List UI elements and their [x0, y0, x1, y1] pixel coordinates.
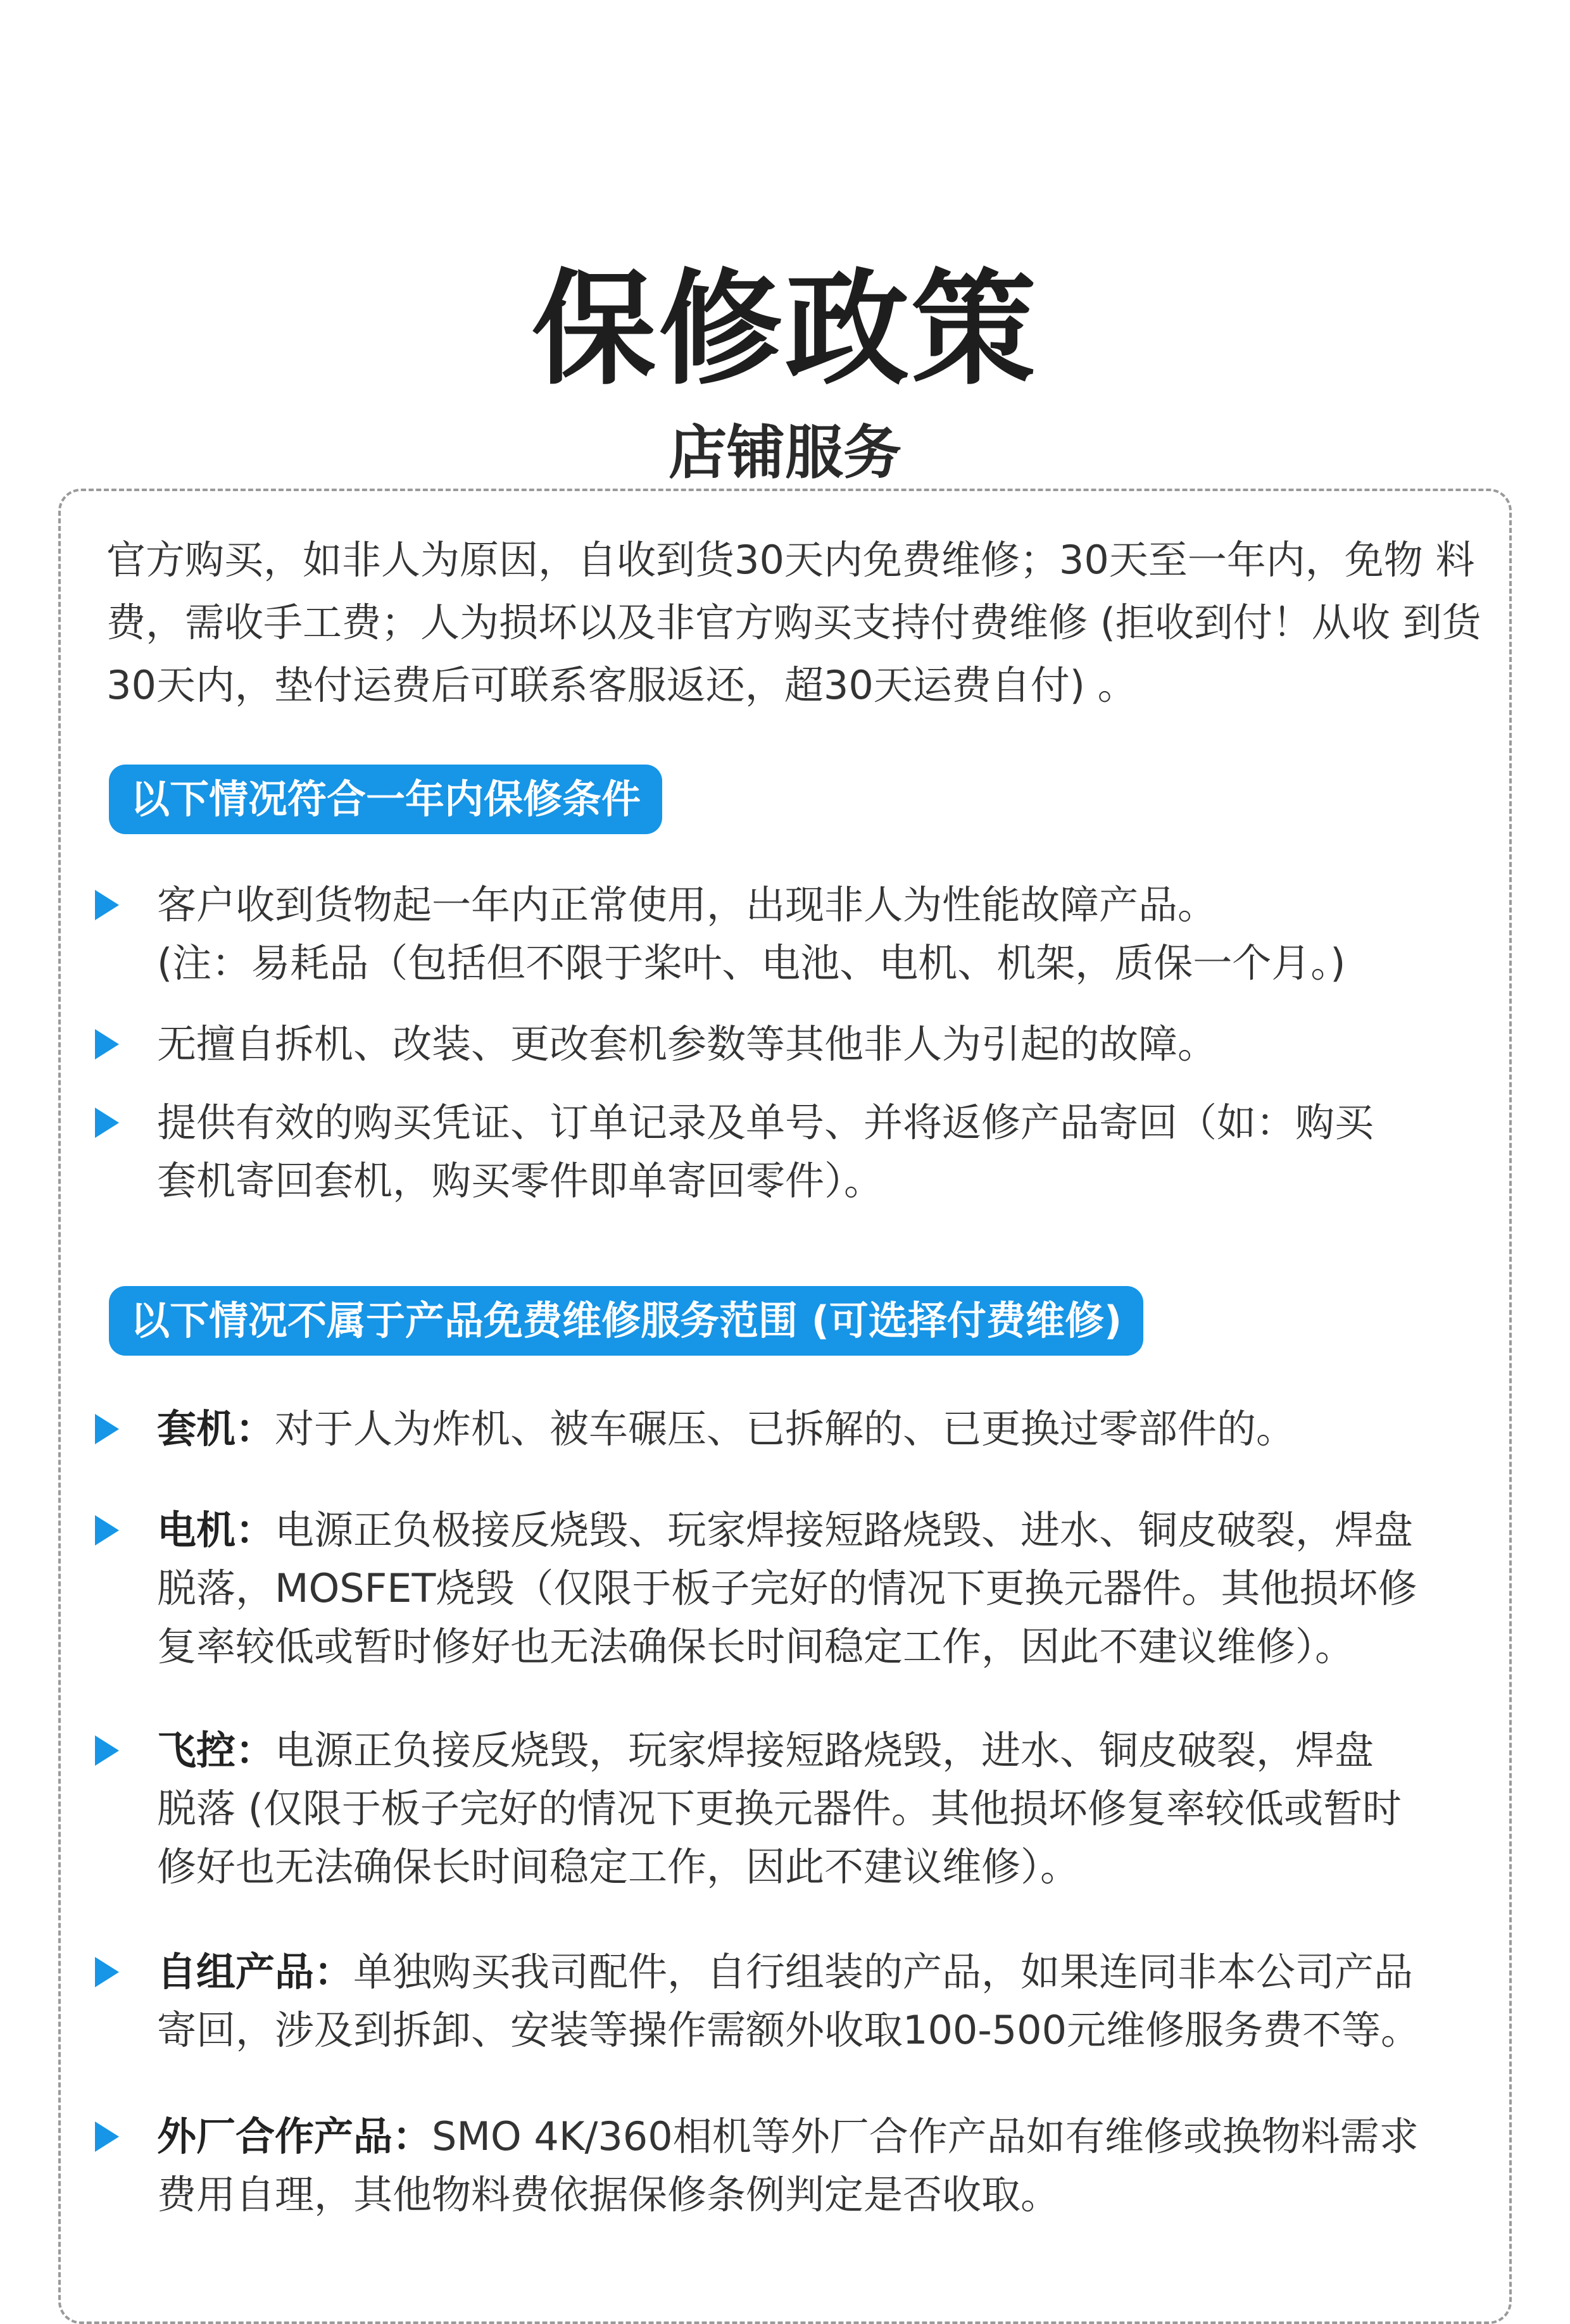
- list-item-line: [157, 1943, 1486, 2001]
- list-item-lead: 飞控：: [157, 1727, 275, 1773]
- intro-line: 料费，需收手工费；人为损坏以及非官方购买支持付费维修 (拒收到付！从收: [106, 537, 1475, 646]
- triangle-bullet-icon: [95, 1957, 119, 1987]
- triangle-bullet-icon: [95, 1735, 119, 1766]
- list-item-lead: 外厂合作产品：: [157, 2113, 432, 2159]
- intro-line: 到货30天内，垫付运费后可联系客服返还，超30天运费自付) 。: [106, 599, 1481, 708]
- list-item-text: [157, 1015, 1486, 1073]
- list-item-text: [157, 2108, 1486, 2224]
- intro-paragraph: [106, 528, 1486, 716]
- list-item-text: [157, 1721, 1486, 1896]
- list-item-lead: 自组产品：: [157, 1949, 354, 1995]
- list-item-line: 脱落，MOSFET烧毁（仅限于板子完好的情况下更换元器件。其他损坏修: [157, 1565, 1417, 1611]
- triangle-bullet-icon: [95, 1515, 119, 1546]
- list-item-body: 电源正负接反烧毁，玩家焊接短路烧毁，进水、铜皮破裂，焊盘: [275, 1727, 1374, 1773]
- list-item-line: [157, 2108, 1486, 2166]
- triangle-bullet-icon: [95, 1029, 119, 1059]
- triangle-bullet-icon: [95, 1414, 119, 1444]
- list-item-body: SMO 4K/360相机等外厂合作产品如有维修或换物料需求: [432, 2113, 1419, 2159]
- triangle-bullet-icon: [95, 890, 119, 920]
- list-item-line: 套机寄回套机，购买零件即单寄回零件）。: [157, 1158, 884, 1204]
- list-item-line: 修好也无法确保长时间稳定工作，因此不建议维修）。: [157, 1844, 1080, 1890]
- list-item-text: [157, 876, 1486, 992]
- section-label-warranty-conditions: 以下情况符合一年内保修条件: [109, 765, 662, 834]
- list-item-line: 脱落 (仅限于板子完好的情况下更换元器件。其他损坏修复率较低或暂时: [157, 1785, 1402, 1832]
- list-item-text: [157, 1094, 1486, 1210]
- list-item-text: [157, 1501, 1486, 1676]
- section-label-paid-repair-scope: 以下情况不属于产品免费维修服务范围 (可选择付费维修): [109, 1286, 1143, 1356]
- list-item-line: 寄回，涉及到拆卸、安装等操作需额外收取100-500元维修服务费不等。: [157, 2007, 1421, 2053]
- list-item-line: [157, 1501, 1486, 1559]
- list-item-line: [157, 1400, 1486, 1458]
- list-item-line: 复率较低或暂时修好也无法确保长时间稳定工作，因此不建议维修）。: [157, 1623, 1355, 1670]
- list-item-body: 单独购买我司配件，自行组装的产品，如果连同非本公司产品: [353, 1949, 1414, 1995]
- triangle-bullet-icon: [95, 2121, 119, 2152]
- triangle-bullet-icon: [95, 1108, 119, 1138]
- list-item-line: (注：易耗品（包括但不限于桨叶、电池、电机、机架，质保一个月。): [157, 940, 1346, 986]
- list-item-body: 电源正负极接反烧毁、玩家焊接短路烧毁、进水、铜皮破裂，焊盘: [275, 1507, 1414, 1553]
- list-item-lead: 电机：: [157, 1507, 275, 1553]
- page-subtitle: 店铺服务: [668, 419, 901, 487]
- list-item-text: [157, 1400, 1486, 1458]
- list-item-body: 对于人为炸机、被车碾压、已拆解的、已更换过零部件的。: [275, 1406, 1296, 1452]
- list-item-lead: 套机：: [157, 1406, 275, 1452]
- list-item-line: 无擅自拆机、改装、更改套机参数等其他非人为引起的故障。: [157, 1021, 1217, 1067]
- list-item-text: [157, 1943, 1486, 2059]
- page-title: 保修政策: [531, 258, 1038, 403]
- list-item-line: 客户收到货物起一年内正常使用，出现非人为性能故障产品。: [157, 882, 1217, 928]
- list-item-line: 费用自理，其他物料费依据保修条例判定是否收取。: [157, 2171, 1060, 2218]
- intro-line: 官方购买，如非人为原因，自收到货30天内免费维修；30天至一年内，免物: [106, 537, 1423, 583]
- list-item-line: 提供有效的购买凭证、订单记录及单号、并将返修产品寄回（如：购买: [157, 1099, 1374, 1146]
- list-item-line: [157, 1721, 1486, 1780]
